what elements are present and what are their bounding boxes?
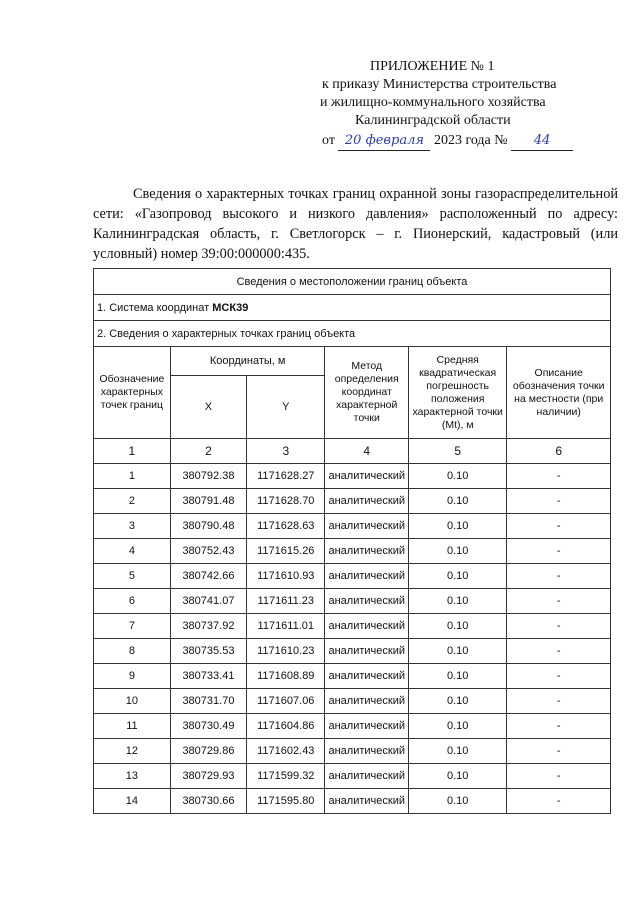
- coord-x: 380790.48: [170, 514, 246, 539]
- coord-x: 380729.93: [170, 764, 246, 789]
- method: аналитический: [325, 514, 409, 539]
- point-number: 12: [94, 739, 171, 764]
- method: аналитический: [325, 639, 409, 664]
- point-number: 5: [94, 564, 171, 589]
- coord-y: 1171604.86: [247, 714, 325, 739]
- header-description: Описание обозначения точки на местности (при наличии): [507, 347, 611, 439]
- method: аналитический: [325, 789, 409, 814]
- coord-x: 380730.49: [170, 714, 246, 739]
- description: -: [507, 639, 611, 664]
- coord-y: 1171615.26: [247, 539, 325, 564]
- mt-error: 0.10: [409, 514, 507, 539]
- col-num-6: 6: [507, 439, 611, 464]
- intro-paragraph: [93, 184, 618, 264]
- coord-y: 1171608.89: [247, 664, 325, 689]
- col-num-1: 1: [94, 439, 171, 464]
- table-row: [94, 664, 611, 689]
- coord-x: 380737.92: [170, 614, 246, 639]
- point-number: 13: [94, 764, 171, 789]
- table-row: [94, 689, 611, 714]
- table-row: [94, 464, 611, 489]
- description: -: [507, 539, 611, 564]
- header-x: X: [170, 376, 246, 439]
- mt-error: 0.10: [409, 639, 507, 664]
- intro-text: Сведения о характерных точках границ охранной зоны газораспределительной сети: «Газопровод высокого и низкого давления» расположенный по адресу: Калининградская область, г. Светлогорск – г. Пионерский, кадастровый (или условный) номер 39:00:000000:435.: [93, 186, 618, 262]
- coord-x: 380791.48: [170, 489, 246, 514]
- coord-y: 1171599.32: [247, 764, 325, 789]
- coord-x: 380742.66: [170, 564, 246, 589]
- coord-y: 1171595.80: [247, 789, 325, 814]
- mt-error: 0.10: [409, 789, 507, 814]
- description: -: [507, 689, 611, 714]
- table-row: [94, 539, 611, 564]
- description: -: [507, 714, 611, 739]
- point-number: 9: [94, 664, 171, 689]
- date-prefix: от: [322, 133, 335, 148]
- method: аналитический: [325, 764, 409, 789]
- column-number-row: [94, 439, 611, 464]
- col-num-4: 4: [325, 439, 409, 464]
- appendix-title: ПРИЛОЖЕНИЕ № 1: [370, 59, 495, 74]
- coord-y: 1171610.23: [247, 639, 325, 664]
- method: аналитический: [325, 614, 409, 639]
- mt-error: 0.10: [409, 689, 507, 714]
- header-error: Средняя квадратическая погрешность положения характерной точки (Mt), м: [409, 347, 507, 439]
- mt-error: 0.10: [409, 539, 507, 564]
- date-suffix: 2023 года №: [433, 133, 508, 148]
- table-row: [94, 514, 611, 539]
- handwritten-date: 20 февраля: [338, 132, 430, 151]
- description: -: [507, 589, 611, 614]
- mt-error: 0.10: [409, 739, 507, 764]
- mt-error: 0.10: [409, 564, 507, 589]
- point-number: 2: [94, 489, 171, 514]
- coord-x: 380735.53: [170, 639, 246, 664]
- coord-y: 1171611.01: [247, 614, 325, 639]
- description: -: [507, 664, 611, 689]
- order-date-line: [322, 132, 573, 151]
- order-line-3: Калининградской области: [355, 113, 511, 128]
- coord-x: 380752.43: [170, 539, 246, 564]
- order-line-1: к приказу Министерства строительства: [322, 77, 557, 92]
- coordinate-system-row: [94, 295, 611, 321]
- description: -: [507, 614, 611, 639]
- method: аналитический: [325, 539, 409, 564]
- coord-y: 1171602.43: [247, 739, 325, 764]
- method: аналитический: [325, 664, 409, 689]
- order-line-2: и жилищно-коммунального хозяйства: [320, 95, 546, 110]
- table-row: [94, 589, 611, 614]
- description: -: [507, 789, 611, 814]
- header-designation: Обозначение характерных точек границ: [94, 347, 171, 439]
- method: аналитический: [325, 564, 409, 589]
- header-coordinates: Координаты, м: [170, 347, 325, 376]
- col-num-3: 3: [247, 439, 325, 464]
- col-num-5: 5: [409, 439, 507, 464]
- method: аналитический: [325, 489, 409, 514]
- mt-error: 0.10: [409, 714, 507, 739]
- section-2-heading: 2. Сведения о характерных точках границ объекта: [94, 321, 611, 347]
- coord-x: 380731.70: [170, 689, 246, 714]
- point-number: 8: [94, 639, 171, 664]
- mt-error: 0.10: [409, 589, 507, 614]
- point-number: 7: [94, 614, 171, 639]
- table-row: [94, 764, 611, 789]
- mt-error: 0.10: [409, 664, 507, 689]
- description: -: [507, 764, 611, 789]
- system-label: 1. Система координат: [97, 301, 210, 314]
- mt-error: 0.10: [409, 489, 507, 514]
- description: -: [507, 489, 611, 514]
- handwritten-number: 44: [511, 132, 573, 151]
- point-number: 6: [94, 589, 171, 614]
- description: -: [507, 464, 611, 489]
- coord-y: 1171628.27: [247, 464, 325, 489]
- coord-y: 1171607.06: [247, 689, 325, 714]
- system-value: МСК39: [212, 301, 249, 314]
- table-row: [94, 789, 611, 814]
- method: аналитический: [325, 714, 409, 739]
- point-number: 11: [94, 714, 171, 739]
- coord-y: 1171628.70: [247, 489, 325, 514]
- coord-x: 380733.41: [170, 664, 246, 689]
- description: -: [507, 564, 611, 589]
- mt-error: 0.10: [409, 464, 507, 489]
- point-number: 1: [94, 464, 171, 489]
- method: аналитический: [325, 739, 409, 764]
- coord-x: 380792.38: [170, 464, 246, 489]
- table-row: [94, 739, 611, 764]
- coord-x: 380729.86: [170, 739, 246, 764]
- table-row: [94, 564, 611, 589]
- method: аналитический: [325, 589, 409, 614]
- coord-y: 1171628.63: [247, 514, 325, 539]
- point-number: 4: [94, 539, 171, 564]
- method: аналитический: [325, 689, 409, 714]
- point-number: 3: [94, 514, 171, 539]
- boundary-points-table: [93, 268, 611, 814]
- table-row: [94, 489, 611, 514]
- col-num-2: 2: [170, 439, 246, 464]
- coord-x: 380741.07: [170, 589, 246, 614]
- table-row: [94, 614, 611, 639]
- method: аналитический: [325, 464, 409, 489]
- coord-y: 1171610.93: [247, 564, 325, 589]
- mt-error: 0.10: [409, 614, 507, 639]
- table-row: [94, 714, 611, 739]
- table-title: Сведения о местоположении границ объекта: [94, 269, 611, 295]
- table-row: [94, 639, 611, 664]
- header-y: Y: [247, 376, 325, 439]
- point-number: 14: [94, 789, 171, 814]
- coord-x: 380730.66: [170, 789, 246, 814]
- coord-y: 1171611.23: [247, 589, 325, 614]
- description: -: [507, 514, 611, 539]
- description: -: [507, 739, 611, 764]
- header-method: Метод определения координат характерной точки: [325, 347, 409, 439]
- point-number: 10: [94, 689, 171, 714]
- mt-error: 0.10: [409, 764, 507, 789]
